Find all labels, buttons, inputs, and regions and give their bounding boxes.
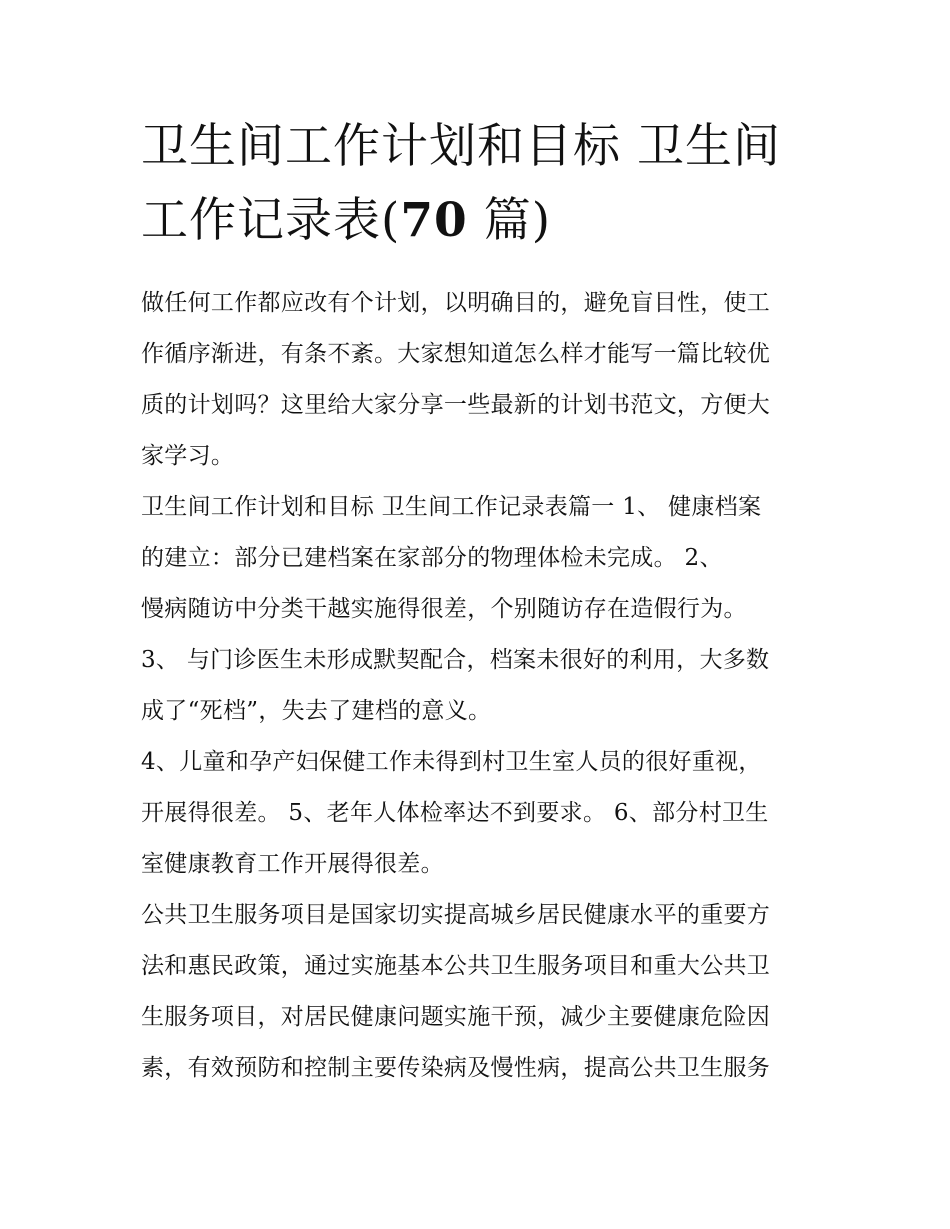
paragraph-line: 慢病随访中分类干越实施得很差，个别随访存在造假行为。 [141,596,747,622]
paragraph-line: 开展得很差。 5、老年人体检率达不到要求。 6、部分村卫生 [141,800,769,826]
document-page [141,110,813,1094]
title-text-part1: 卫生间工作计划和目标 卫生间工作记录表( [141,119,781,248]
title-text-part2: 篇) [467,193,552,248]
paragraph-line: 成了“死档”，失去了建档的意义。 [141,698,492,724]
paragraph-line: 生服务项目，对居民健康问题实施干预，减少主要健康危险因 [141,1004,771,1030]
paragraph-issues [141,737,813,890]
paragraph-line: 质的计划吗？这里给大家分享一些最新的计划书范文，方便大 [141,392,771,418]
title-number: 70 [400,193,468,248]
paragraph-line: 公共卫生服务项目是国家切实提高城乡居民健康水平的重要方 [141,902,771,928]
paragraph-line: 家学习。 [141,443,235,469]
paragraph-public-health [141,890,813,1094]
paragraph-line: 卫生间工作计划和目标 卫生间工作记录表篇一 1、 健康档案 [141,494,762,520]
paragraph-line: 法和惠民政策，通过实施基本公共卫生服务项目和重大公共卫 [141,953,771,979]
paragraph-line: 作循序渐进，有条不紊。大家想知道怎么样才能写一篇比较优 [141,341,771,367]
document-title [141,110,813,258]
paragraph-line: 素，有效预防和控制主要传染病及慢性病，提高公共卫生服务 [141,1055,771,1081]
paragraph-intro [141,278,813,482]
paragraph-line: 3、 与门诊医生未形成默契配合，档案未很好的利用，大多数 [141,647,770,673]
paragraph-line: 4、儿童和孕产妇保健工作未得到村卫生室人员的很好重视， [141,749,762,775]
paragraph-line: 做任何工作都应改有个计划，以明确目的，避免盲目性，使工 [141,290,771,316]
paragraph-line: 的建立：部分已建档案在家部分的物理体检未完成。 2、 [141,545,723,571]
paragraph-line: 室健康教育工作开展得很差。 [141,851,444,877]
paragraph-section-one [141,482,813,737]
